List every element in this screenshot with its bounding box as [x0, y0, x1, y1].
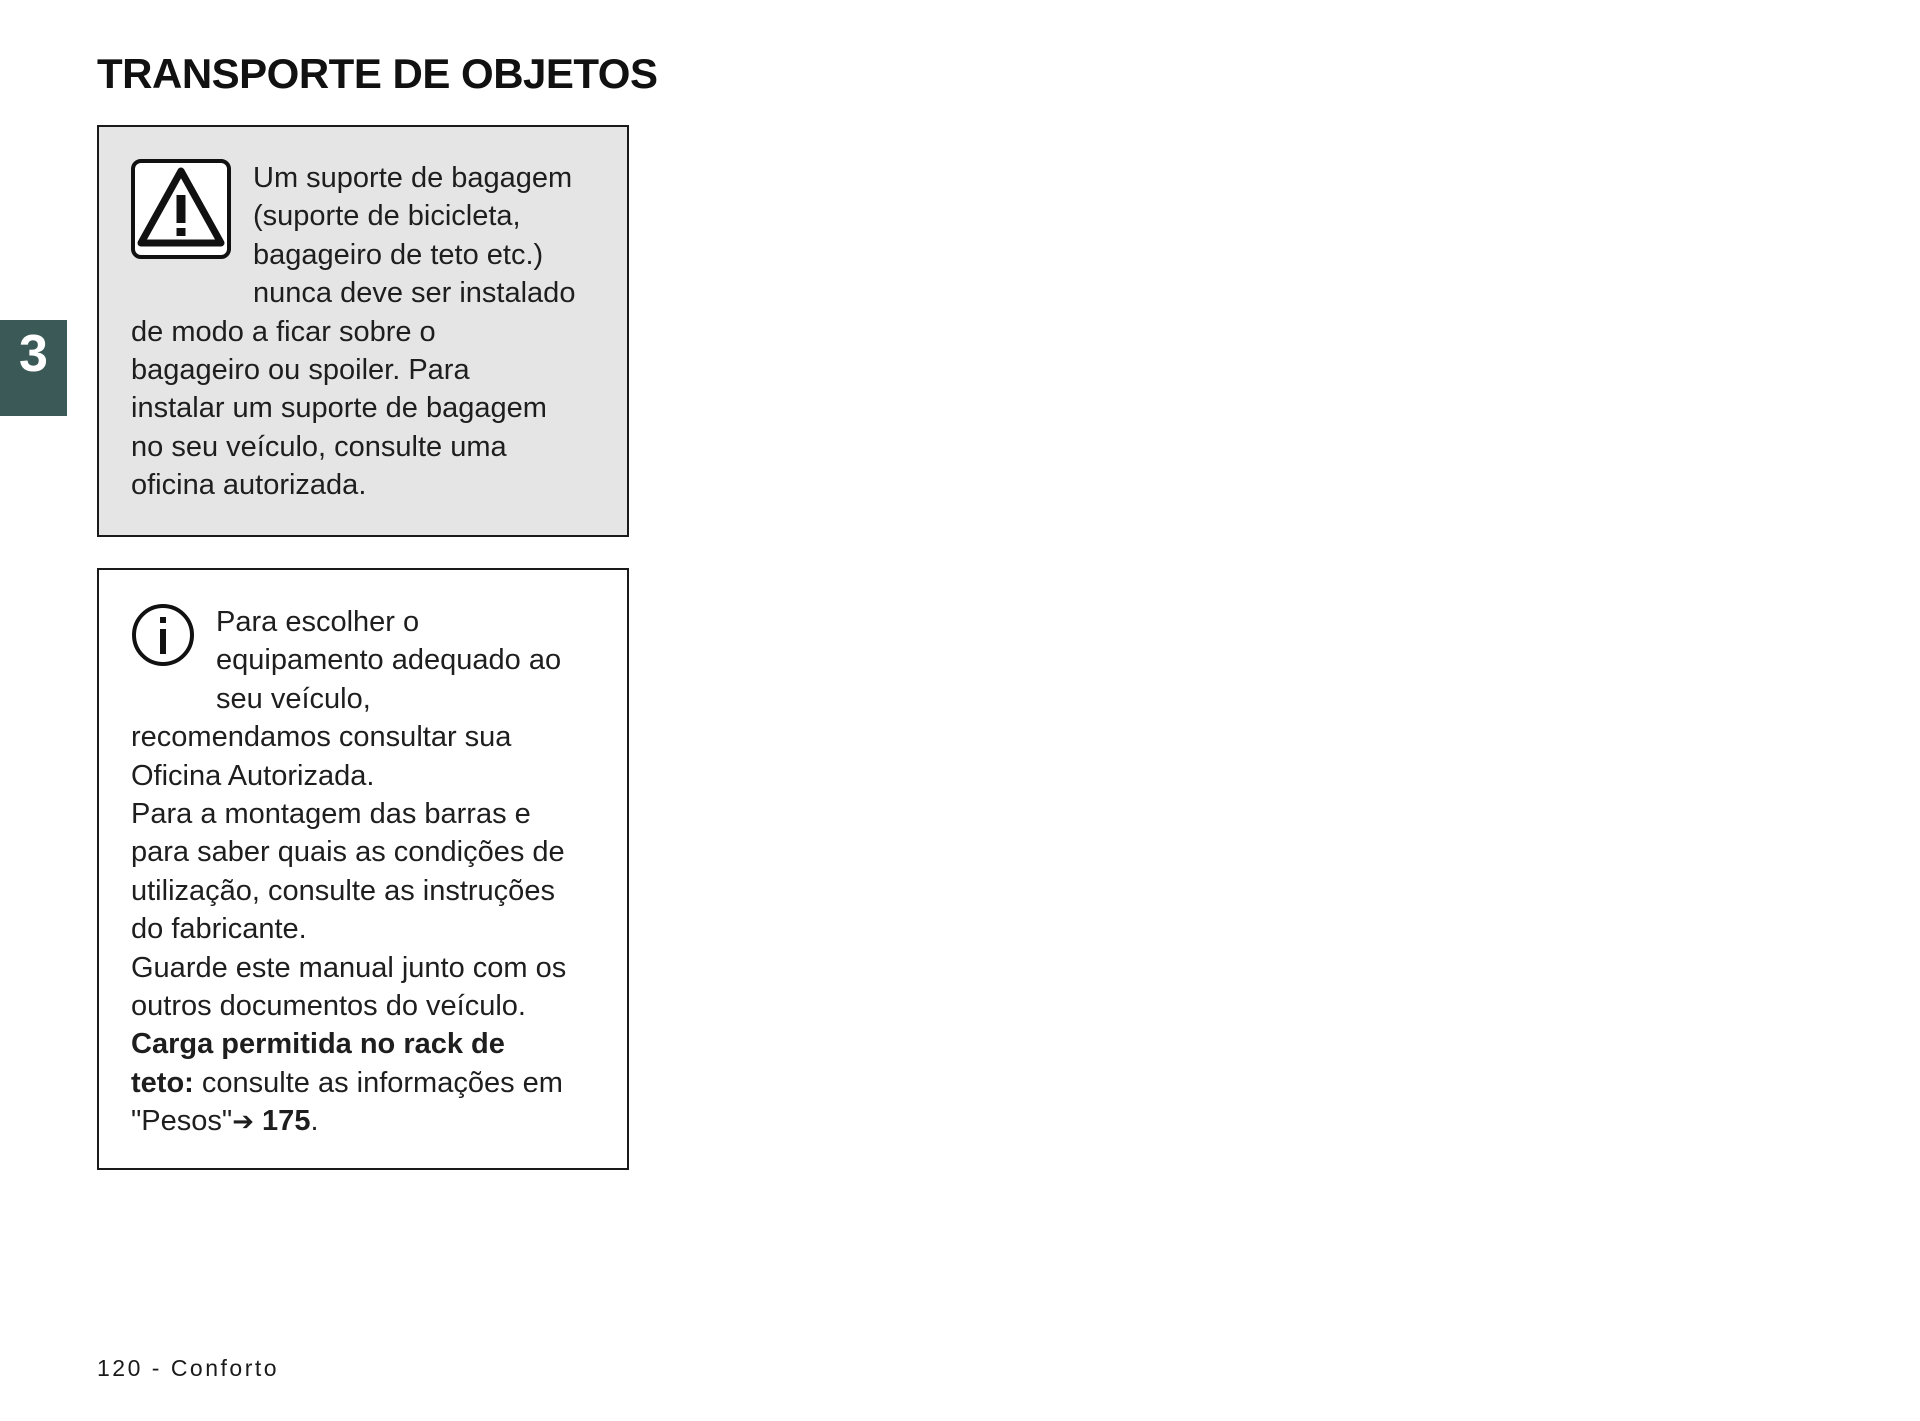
load-label: Carga permitida no rack de	[131, 1028, 505, 1061]
warning-line: Um suporte de bagagem	[253, 162, 573, 194]
warning-line: nunca deve ser instalado	[253, 277, 576, 310]
info-line: utilização, consulte as instruções	[131, 874, 555, 907]
warning-line: bagageiro de teto etc.)	[253, 238, 544, 271]
warning-line: de modo a ficar sobre o	[131, 315, 436, 348]
info-line: outros documentos do veículo.	[131, 990, 526, 1023]
info-box	[97, 568, 629, 1170]
chapter-number: 3	[19, 325, 48, 383]
load-label-end: teto:	[131, 1066, 194, 1099]
info-line: Para escolher o	[216, 606, 420, 638]
warning-line: no seu veículo, consulte uma	[131, 430, 507, 463]
info-line: equipamento adequado ao	[216, 644, 562, 677]
warning-line: instalar um suporte de bagagem	[131, 392, 547, 425]
info-line: Guarde este manual junto com os	[131, 951, 567, 984]
ref-page-link[interactable]: 175	[254, 1105, 311, 1138]
ref-end: .	[310, 1105, 319, 1138]
page-reference	[131, 1102, 566, 1140]
page-footer: 120 - Conforto	[97, 1355, 280, 1381]
arrow-right-icon: ➔	[232, 1106, 254, 1137]
info-line: Oficina Autorizada.	[131, 759, 375, 792]
warning-text	[131, 159, 575, 505]
info-line: Para a montagem das barras e	[131, 798, 531, 831]
warning-box	[97, 125, 629, 537]
info-line: recomendamos consultar sua	[131, 721, 512, 754]
chapter-tab	[0, 320, 67, 416]
warning-line: (suporte de bicicleta,	[253, 200, 521, 233]
info-line: para saber quais as condições de	[131, 836, 565, 869]
info-line: do fabricante.	[131, 913, 307, 946]
load-line	[131, 1064, 566, 1102]
warning-line: bagageiro ou spoiler. Para	[131, 354, 470, 387]
ref-text: "Pesos"	[131, 1105, 233, 1138]
warning-line: oficina autorizada.	[131, 469, 367, 502]
info-line: seu veículo,	[216, 682, 371, 715]
page-title: TRANSPORTE DE OBJETOS	[97, 50, 658, 97]
info-text	[131, 603, 566, 1141]
load-text: consulte as informações em	[193, 1066, 563, 1099]
